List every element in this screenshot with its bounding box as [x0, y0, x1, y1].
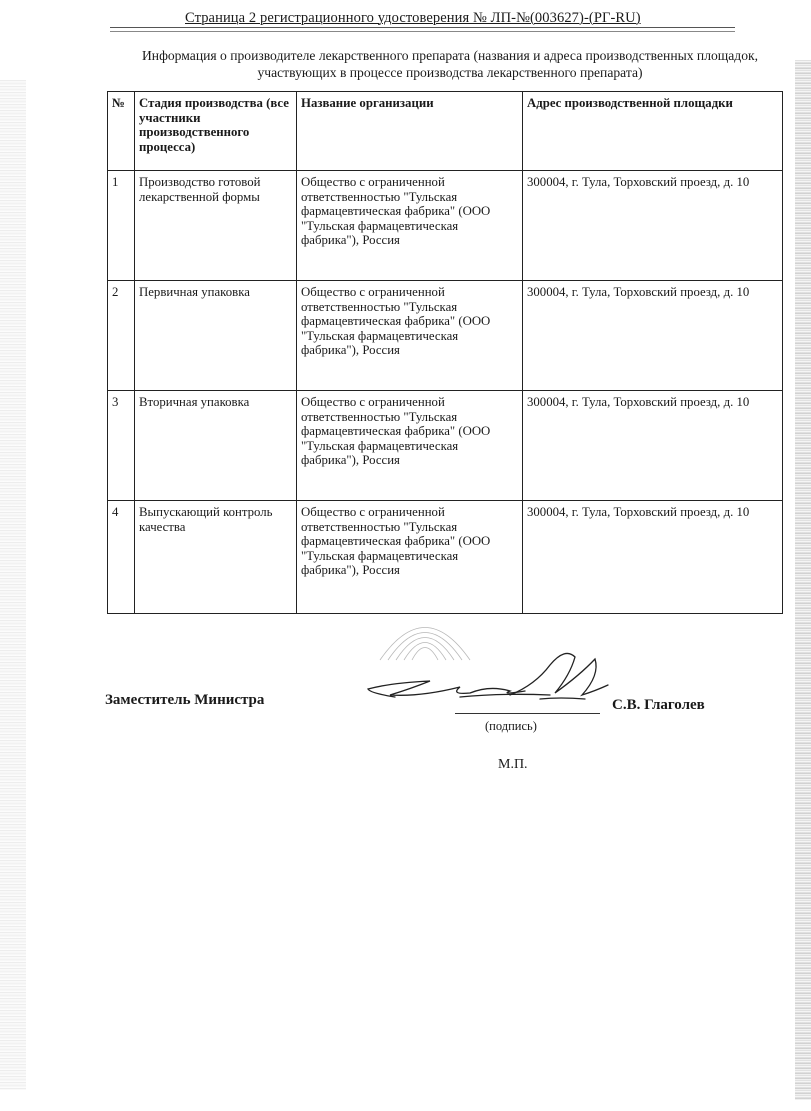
row-address: 300004, г. Тула, Торховский проезд, д. 10	[523, 501, 783, 614]
row-organization: Общество с ограниченной ответственностью "Тульская фармацевтическая фабрика" (ООО "Тульская фармацевтическая фабрика"), Россия	[297, 391, 523, 501]
signature-caption: (подпись)	[485, 719, 537, 733]
producer-table	[107, 91, 783, 614]
row-organization: Общество с ограниченной ответственностью "Тульская фармацевтическая фабрика" (ООО "Тульская фармацевтическая фабрика"), Россия	[297, 171, 523, 281]
signature-line	[455, 713, 600, 714]
row-stage: Выпускающий контроль качества	[135, 501, 297, 614]
row-stage: Производство готовой лекарственной формы	[135, 171, 297, 281]
info-heading	[100, 47, 800, 81]
header-rule-secondary	[110, 31, 735, 32]
scan-edge-right	[795, 60, 811, 1100]
seal-place: М.П.	[498, 757, 528, 772]
row-number: 1	[108, 171, 135, 281]
header-number: №	[108, 92, 135, 171]
signatory-position: Заместитель Министра	[105, 692, 265, 708]
row-address: 300004, г. Тула, Торховский проезд, д. 10	[523, 281, 783, 391]
row-number: 2	[108, 281, 135, 391]
info-heading-line-2: участвующих в процессе производства лекарственного препарата)	[257, 65, 643, 80]
table-row	[108, 281, 783, 391]
row-stage: Вторичная упаковка	[135, 391, 297, 501]
row-address: 300004, г. Тула, Торховский проезд, д. 10	[523, 391, 783, 501]
header-address: Адрес производственной площадки	[523, 92, 783, 171]
row-number: 4	[108, 501, 135, 614]
header-rule	[110, 27, 735, 28]
page-header: Страница 2 регистрационного удостоверения № ЛП-№(003627)-(РГ-RU)	[185, 10, 641, 26]
row-stage: Первичная упаковка	[135, 281, 297, 391]
table-row	[108, 391, 783, 501]
header-stage: Стадия производства (все участники производственного процесса)	[135, 92, 297, 171]
row-organization: Общество с ограниченной ответственностью "Тульская фармацевтическая фабрика" (ООО "Тульская фармацевтическая фабрика"), Россия	[297, 281, 523, 391]
signatory-name: С.В. Глаголев	[612, 697, 705, 713]
table-row	[108, 171, 783, 281]
header-organization: Название организации	[297, 92, 523, 171]
scan-edge-left	[0, 80, 26, 1090]
row-address: 300004, г. Тула, Торховский проезд, д. 10	[523, 171, 783, 281]
info-heading-line-1: Информация о производителе лекарственного препарата (названия и адреса производственных площадок,	[141, 48, 758, 63]
row-organization: Общество с ограниченной ответственностью "Тульская фармацевтическая фабрика" (ООО "Тульская фармацевтическая фабрика"), Россия	[297, 501, 523, 614]
table-header-row	[108, 92, 783, 171]
row-number: 3	[108, 391, 135, 501]
